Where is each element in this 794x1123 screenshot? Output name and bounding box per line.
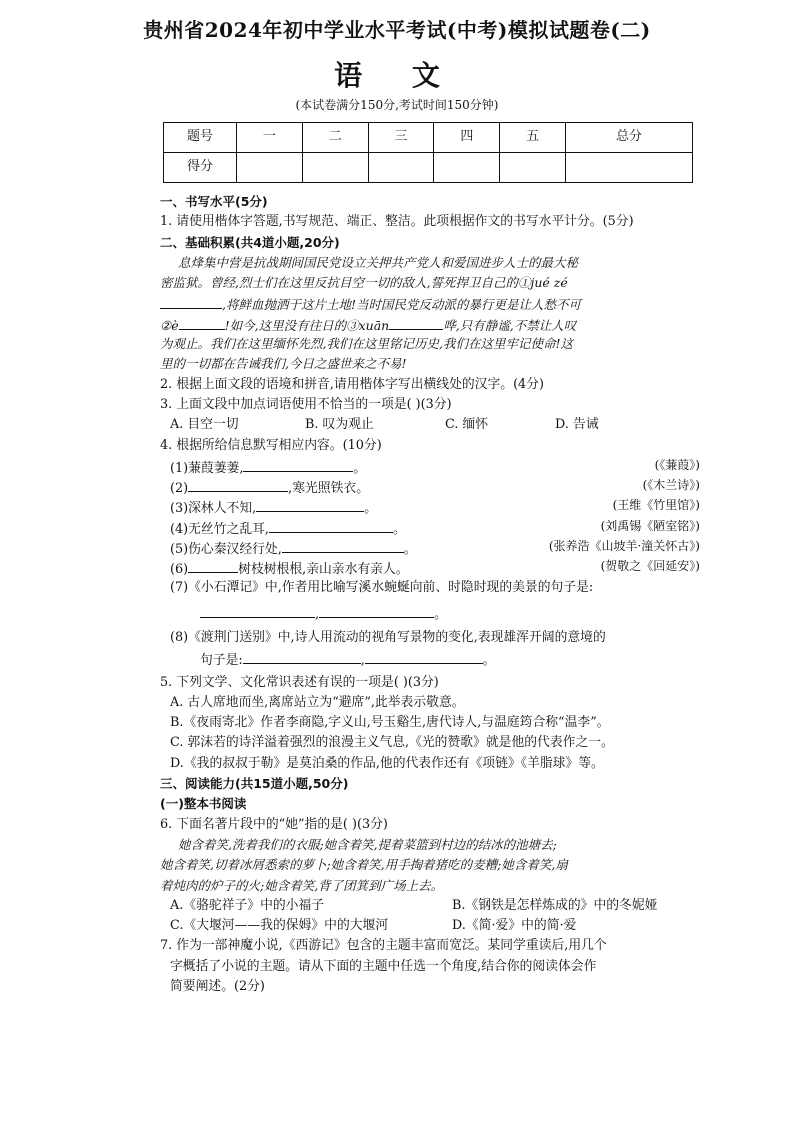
answer-blank[interactable] — [389, 316, 443, 330]
q4-item: (8)《渡荆门送别》中,诗人用流动的视角写景物的变化,表现雄浑开阔的意境的 — [170, 629, 606, 645]
option-b[interactable]: B.《钢铁是怎样炼成的》中的冬妮娅 — [452, 897, 658, 913]
q4-source: (张养浩《山坡羊·潼关怀古》) — [548, 539, 700, 554]
q4-item-text: 树枝树根根,亲山亲水有亲人。 — [238, 562, 409, 578]
option-a[interactable]: A.《骆驼祥子》中的小福子 — [170, 897, 325, 913]
q4-item — [160, 519, 700, 539]
option-b[interactable]: B. 叹为观止 — [305, 417, 374, 433]
passage-line: 里的一切都在告诫我们,今日之盛世来之不易! — [160, 356, 407, 372]
passage-line: 为观止。我们在这里缅怀先烈,我们在这里铭记历史,我们在这里牢记使命!这 — [160, 336, 573, 352]
score-header-cell: 五 — [500, 123, 566, 153]
option-c[interactable]: C.《大堰河——我的保姆》中的大堰河 — [170, 918, 389, 934]
passage-text: ,将鲜血抛洒于这片土地!当时国民党反动派的暴行更是让人愁不可 — [222, 297, 581, 313]
answer-blank[interactable] — [365, 650, 483, 664]
punctuation: , — [315, 606, 320, 622]
question-7: 简要阐述。(2分) — [170, 978, 265, 994]
passage-text: 哗,只有静谧,不禁让人叹 — [443, 317, 577, 333]
exam-title: 贵州省2024年初中学业水平考试(中考)模拟试题卷(二) — [143, 18, 651, 42]
passage-text: !如今,这里没有往日的③xuān — [224, 317, 390, 333]
q4-item-text: (6) — [170, 562, 189, 578]
option-d[interactable]: D.《简·爱》中的简·爱 — [452, 918, 577, 934]
subject-title: 语 文 — [334, 59, 460, 92]
score-header-cell: 一 — [237, 123, 303, 153]
score-header-cell: 题号 — [164, 123, 237, 153]
score-cell[interactable] — [302, 153, 368, 183]
section-heading: 二、基础积累(共4道小题,20分) — [160, 234, 340, 250]
q4-item-text: 。 — [364, 501, 377, 517]
q4-item — [160, 539, 700, 559]
question-3: 3. 上面文段中加点词语使用不恰当的一项是( )(3分) — [160, 396, 452, 412]
score-header-cell: 三 — [368, 123, 434, 153]
score-header-cell: 四 — [434, 123, 500, 153]
q4-item: (7)《小石潭记》中,作者用比喻写溪水蜿蜒向前、时隐时现的美景的句子是: — [170, 579, 594, 595]
passage-line: 密监狱。曾经,烈士们在这里反抗目空一切的敌人,誓死捍卫自己的①jué zé — [160, 275, 568, 291]
score-cell[interactable] — [500, 153, 566, 183]
punctuation: 。 — [482, 653, 496, 669]
q4-source: (《蒹葭》) — [654, 457, 700, 472]
answer-blank[interactable] — [269, 519, 393, 533]
punctuation: , — [360, 653, 365, 669]
q4-item-text: (3)深林人不知, — [170, 501, 257, 517]
option-b[interactable]: B.《夜雨寄北》作者李商隐,字义山,号玉谿生,唐代诗人,与温庭筠合称“温李”。 — [170, 715, 610, 731]
q4-item-text: 句子是: — [200, 653, 243, 669]
option-d[interactable]: D.《我的叔叔于勒》是莫泊桑的作品,他的代表作还有《项链》《羊脂球》等。 — [170, 755, 604, 771]
q4-item-text: (1)蒹葭萋萋, — [170, 460, 244, 476]
question-6-options — [160, 918, 700, 938]
q4-source: (贺敬之《回延安》) — [600, 559, 700, 574]
punctuation: 。 — [434, 606, 447, 622]
passage-line — [160, 316, 700, 336]
score-header-cell: 总分 — [566, 123, 693, 153]
option-a[interactable]: A. 古人席地而坐,离席站立为“避席”,此举表示敬意。 — [170, 694, 465, 710]
q4-item — [160, 458, 700, 478]
exam-content — [160, 194, 700, 999]
q4-source: (《木兰诗》) — [642, 478, 700, 493]
score-cell[interactable] — [368, 153, 434, 183]
q4-item-answer — [160, 600, 700, 630]
score-row-label: 得分 — [164, 153, 237, 183]
q4-item — [160, 478, 700, 498]
answer-blank[interactable] — [188, 478, 288, 492]
q4-item-text: (5)伤心秦汉经行处, — [170, 542, 282, 558]
q4-source: (王维《竹里馆》) — [612, 498, 700, 513]
score-header-cell: 二 — [302, 123, 368, 153]
score-table-score-row — [164, 153, 693, 183]
option-a[interactable]: A. 目空一切 — [170, 417, 239, 433]
score-cell[interactable] — [566, 153, 693, 183]
q4-item-text: 。 — [403, 542, 417, 558]
question-6: 6. 下面名著片段中的“她”指的是( )(3分) — [160, 816, 388, 832]
q4-item-answer — [160, 650, 700, 670]
answer-blank[interactable] — [179, 316, 225, 330]
q4-source: (刘禹锡《陋室铭》) — [600, 518, 700, 533]
question-4: 4. 根据所给信息默写相应内容。(10分) — [160, 437, 382, 453]
answer-blank[interactable] — [243, 650, 361, 664]
q4-item — [160, 498, 700, 518]
question-1: 1. 请使用楷体字答题,书写规范、端正、整洁。此项根据作文的书写水平计分。(5分) — [160, 214, 634, 230]
q4-item-text: (2) — [170, 481, 189, 497]
answer-blank[interactable] — [243, 458, 353, 472]
question-2: 2. 根据上面文段的语境和拼音,请用楷体字写出横线处的汉字。(4分) — [160, 376, 544, 392]
answer-blank[interactable] — [188, 559, 238, 573]
answer-blank[interactable] — [160, 295, 222, 309]
q4-item-text: (4)无丝竹之乱耳, — [170, 521, 269, 537]
score-table-header-row — [164, 123, 693, 153]
answer-blank[interactable] — [282, 539, 404, 553]
passage-line: 息烽集中营是抗战期间国民党设立关押共产党人和爱国进步人士的最大秘 — [178, 254, 579, 270]
q4-item — [160, 559, 700, 579]
score-cell[interactable] — [237, 153, 303, 183]
answer-blank[interactable] — [200, 604, 315, 618]
section-heading: 一、书写水平(5分) — [160, 194, 268, 209]
exam-note: (本试卷满分150分,考试时间150分钟) — [295, 98, 499, 112]
passage-line — [160, 295, 700, 315]
excerpt-line: 着炖肉的炉子的火;她含着笑,背了团箕到广场上去。 — [160, 877, 444, 893]
score-cell[interactable] — [434, 153, 500, 183]
excerpt-line: 她含着笑,切着冰屑悉索的萝卜;她含着笑,用手掏着猪吃的麦糟;她含着笑,扇 — [160, 857, 568, 873]
score-table — [163, 122, 693, 183]
question-5: 5. 下列文学、文化常识表述有误的一项是( )(3分) — [160, 674, 439, 690]
q4-item-text: ,寒光照铁衣。 — [288, 481, 369, 497]
q4-item-text: 。 — [392, 521, 406, 537]
option-c[interactable]: C. 缅怀 — [445, 417, 489, 433]
answer-blank[interactable] — [319, 604, 434, 618]
subsection-heading: (一)整本书阅读 — [160, 796, 247, 812]
question-7: 7. 作为一部神魔小说,《西游记》包含的主题丰富而宽泛。某同学重读后,用几个 — [160, 938, 607, 954]
option-d[interactable]: D. 告诫 — [555, 417, 599, 433]
question-7: 字概括了小说的主题。请从下面的主题中任选一个角度,结合你的阅读体会作 — [170, 958, 597, 974]
section-heading: 三、阅读能力(共15道小题,50分) — [160, 776, 349, 792]
passage-text: ②è — [160, 317, 179, 333]
question-3-options — [160, 417, 700, 437]
question-6-options — [160, 898, 700, 918]
answer-blank[interactable] — [256, 498, 364, 512]
q4-item-text: 。 — [353, 460, 367, 476]
excerpt-line: 她含着笑,洗着我们的衣服;她含着笑,提着菜篮到村边的结冰的池塘去; — [178, 836, 557, 852]
option-c[interactable]: C. 郭沫若的诗洋溢着强烈的浪漫主义气息,《光的赞歌》就是他的代表作之一。 — [170, 735, 614, 751]
